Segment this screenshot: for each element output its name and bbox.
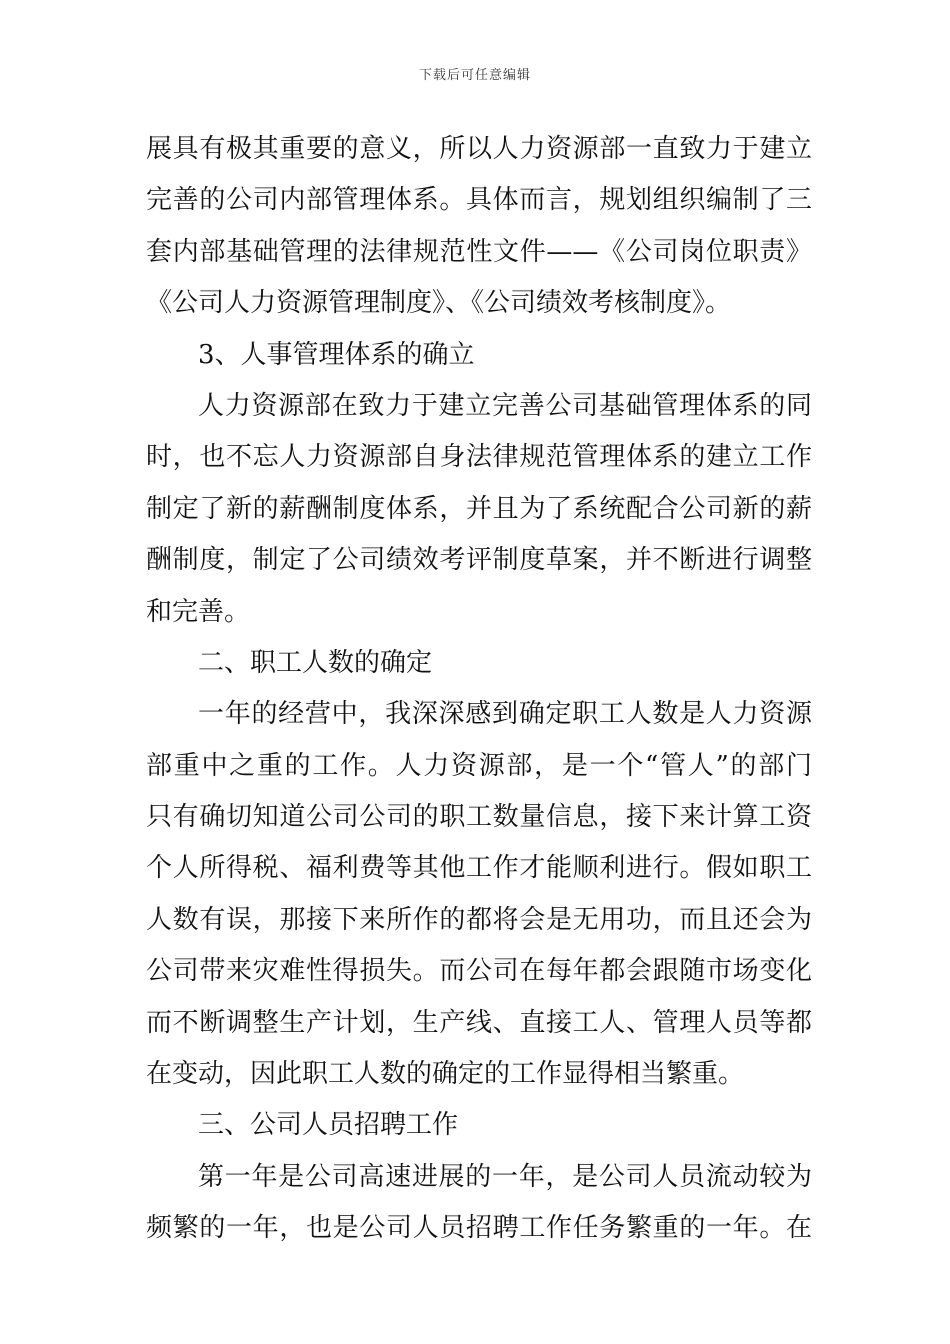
text-line: 时，也不忘人力资源部自身法律规范管理体系的建立工作 bbox=[146, 442, 812, 473]
text-line: 部重中之重的工作。人力资源部，是一个“管人”的部门 bbox=[146, 750, 812, 781]
text-line: 在变动，因此职工人数的确定的工作显得相当繁重。 bbox=[146, 1059, 745, 1090]
text-line: 和完善。 bbox=[146, 596, 251, 627]
text-line: 展具有极其重要的意义，所以人力资源部一直致力于建立 bbox=[146, 134, 812, 164]
text-line: 频繁的一年，也是公司人员招聘工作任务繁重的一年。在 bbox=[146, 1213, 812, 1244]
text-line: 公司带来灾难性得损失。而公司在每年都会跟随市场变化 bbox=[146, 956, 812, 987]
text-line: 而不断调整生产计划，生产线、直接工人、管理人员等都 bbox=[146, 1007, 812, 1038]
text-line: 人力资源部在致力于建立完善公司基础管理体系的同 bbox=[198, 390, 812, 421]
text-line: 完善的公司内部管理体系。具体而言，规划组织编制了三 bbox=[146, 185, 812, 216]
text-line: 个人所得税、福利费等其他工作才能顺利进行。假如职工 bbox=[146, 853, 812, 884]
text-line: 一年的经营中，我深深感到确定职工人数是人力资源 bbox=[198, 699, 812, 730]
text-line: 《公司人力资源管理制度》、《公司绩效考核制度》。 bbox=[146, 288, 732, 319]
text-line: 二、职工人数的确定 bbox=[198, 647, 433, 678]
text-line: 3、人事管理体系的确立 bbox=[198, 339, 475, 370]
text-line: 套内部基础管理的法律规范性文件——《公司岗位职责》 bbox=[146, 236, 812, 267]
text-line: 人数有误，那接下来所作的都将会是无用功，而且还会为 bbox=[146, 904, 812, 935]
text-line: 第一年是公司高速进展的一年，是公司人员流动较为 bbox=[198, 1161, 812, 1192]
text-line: 酬制度，制定了公司绩效考评制度草案，并不断进行调整 bbox=[146, 545, 812, 576]
document-body bbox=[146, 124, 812, 1255]
text-line: 三、公司人员招聘工作 bbox=[198, 1110, 459, 1141]
text-line: 制定了新的薪酬制度体系，并且为了系统配合公司新的薪 bbox=[146, 493, 812, 524]
text-line: 只有确切知道公司公司的职工数量信息，接下来计算工资 bbox=[146, 802, 812, 833]
page-header: 下载后可任意编辑 bbox=[418, 68, 531, 83]
